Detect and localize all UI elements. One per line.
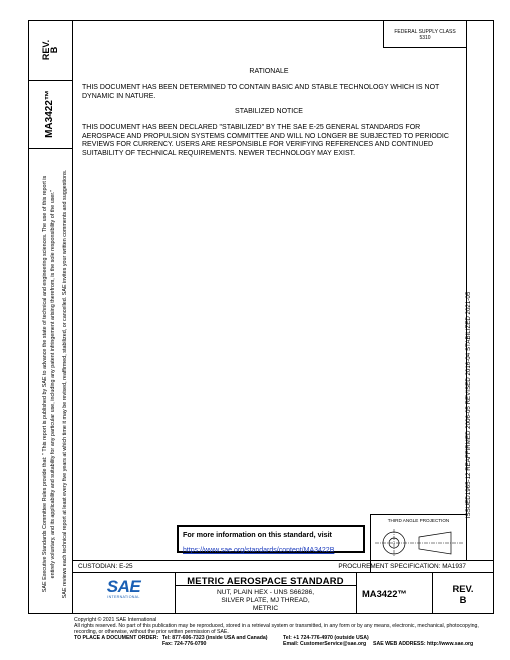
copyright: Copyright © 2021 SAE International (74, 617, 157, 623)
title-block-top (72, 560, 494, 561)
custodian: CUSTODIAN: E-25 (78, 563, 133, 570)
disclaimer-line-1: SAE Executive Standards Committee Rules provide that: " This report is published by SAE to advance the state of technical and engineering sciences. The use of this report is (42, 175, 48, 593)
stabilized-text: THIS DOCUMENT HAS BEEN DECLARED "STABILIZED" BY THE SAE E-25 GENERAL STANDARDS FOR AEROSPACE AND PROPULSION SYSTEMS COMMITTEE AND WILL NO LONGER BE SUBJECTED TO PERIODIC REVIEWS FOR CURRENCY. USERS ARE RESPONSIBLE FOR VERIFYING REFERENCES AND CONTINUED SUITABILITY OF TECHNICAL REQUIREMENTS. NEWER TECHNOLOGY MAY EXIST. (82, 124, 449, 157)
title-rev-label: REV. (452, 583, 474, 594)
sae-logo-text: SAE (106, 577, 141, 596)
projection-label: THIRD ANGLE PROJECTION (387, 518, 450, 523)
sae-logo-subtext: INTERNATIONAL (107, 595, 140, 599)
title-rev-block (432, 583, 494, 605)
docnum-divider (356, 572, 357, 614)
title-rev-value: B (459, 594, 467, 605)
info-box-text: For more information on this standard, visit (183, 530, 332, 539)
disclaimer-line-2: entirely voluntary, and its applicability and suitability for any particular use, including any patent infringement arising therefrom, is the sole responsibility of the user." (50, 189, 56, 579)
left-rev-block (42, 20, 58, 80)
tel-intl: Tel: +1 724-776-4970 (outside USA) (283, 635, 369, 641)
title-block-row-divider (72, 572, 494, 573)
projection-box (370, 514, 466, 560)
sae-logo (72, 578, 175, 599)
left-rev-label: REV. (41, 39, 51, 61)
procurement-spec: PROCUREMENT SPECIFICATION: MA1937 (338, 563, 466, 570)
info-box (177, 525, 365, 553)
web-address[interactable]: SAE WEB ADDRESS: http://www.sae.org (373, 641, 474, 647)
order-contacts-intl (283, 635, 369, 647)
disclaimer-line-3: SAE reviews each technical report at least every five years at which time it may be revised, reaffirmed, stabilized, or cancelled. SAE invites your written comments and suggestions. (62, 169, 68, 599)
supply-class-label: FEDERAL SUPPLY CLASS (394, 29, 456, 35)
part-description-line-1: NUT, PLAIN HEX - UNS S66286, (216, 589, 315, 596)
stabilized-heading: STABILIZED NOTICE (235, 108, 303, 115)
left-rev-value: B (49, 46, 59, 54)
fax: Fax: 724-776-0790 (162, 641, 207, 647)
supply-class-value: 5310 (419, 35, 431, 41)
part-description-line-3: METRIC (252, 604, 279, 612)
part-description (175, 589, 356, 612)
left-doc-number: MA3422™ (44, 90, 55, 138)
order-label: TO PLACE A DOCUMENT ORDER: (74, 635, 159, 641)
rationale-heading: RATIONALE (249, 68, 289, 75)
rights-line-1: All rights reserved. No part of this publication may be reproduced, stored in a retrieval system or transmitted, in any form or by any means, electronic, mechanical, photocopying, (74, 623, 479, 629)
tel-us: Tel: 877-606-7323 (inside USA and Canada) (162, 635, 268, 641)
standard-link[interactable]: https://www.sae.org/standards/content/MA3422B (183, 547, 335, 554)
order-contacts-us (162, 635, 268, 647)
part-description-line-2: SILVER PLATE, MJ THREAD, (221, 596, 310, 604)
rights-line-2: recording, or otherwise, without the prior written permission of SAE. (74, 629, 229, 635)
rationale-text: THIS DOCUMENT HAS BEEN DETERMINED TO CONTAIN BASIC AND STABLE TECHNOLOGY WHICH IS NOT DYNAMIC IN NATURE. (82, 84, 440, 100)
footer (74, 617, 494, 635)
third-angle-projection-icon (371, 527, 465, 559)
revision-history: ISSUED1965-12 REAFFIRMED 2006-05 REVISED 2016-04 STABILIZED 2021-05 (465, 291, 472, 519)
email[interactable]: Email: CustomerService@sae.org (283, 641, 367, 647)
standard-title: METRIC AEROSPACE STANDARD (187, 575, 344, 586)
supply-class-box (383, 20, 466, 48)
title-doc-number: MA3422™ (362, 588, 407, 599)
